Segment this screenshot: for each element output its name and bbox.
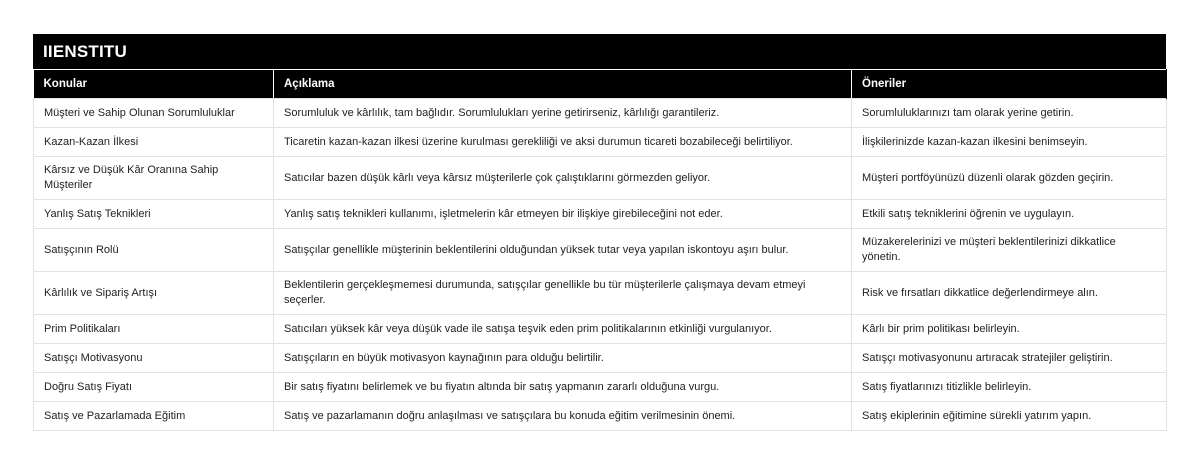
description-cell: Bir satış fiyatını belirlemek ve bu fiyatın altında bir satış yapmanın zararlı olduğuna vurgu.	[274, 373, 852, 402]
table-row	[34, 344, 1167, 373]
table-row	[34, 373, 1167, 402]
description-cell: Beklentilerin gerçekleşmemesi durumunda, satışçılar genellikle bu tür müşterilerle çalışmaya devam etmeyi seçerler.	[274, 272, 852, 315]
description-cell: Satıcılar bazen düşük kârlı veya kârsız müşterilerle çok çalıştıklarını görmezden geliyor.	[274, 157, 852, 200]
description-cell: Satışçılar genellikle müşterinin beklentilerini olduğundan yüksek tutar veya yapılan iskontoyu aşırı bulur.	[274, 229, 852, 272]
suggestion-cell: Satışçı motivasyonunu artıracak stratejiler geliştirin.	[852, 344, 1167, 373]
suggestion-cell: Satış fiyatlarınızı titizlikle belirleyin.	[852, 373, 1167, 402]
suggestion-cell: Kârlı bir prim politikası belirleyin.	[852, 315, 1167, 344]
table-row	[34, 99, 1167, 128]
suggestion-cell: Satış ekiplerinin eğitimine sürekli yatırım yapın.	[852, 402, 1167, 431]
topic-cell: Yanlış Satış Teknikleri	[34, 200, 274, 229]
table-row	[34, 402, 1167, 431]
suggestion-cell: Müzakerelerinizi ve müşteri beklentilerinizi dikkatlice yönetin.	[852, 229, 1167, 272]
topic-cell: Kazan-Kazan İlkesi	[34, 128, 274, 157]
topic-cell: Doğru Satış Fiyatı	[34, 373, 274, 402]
description-cell: Sorumluluk ve kârlılık, tam bağlıdır. Sorumlulukları yerine getirirseniz, kârlılığı garantileriz.	[274, 99, 852, 128]
suggestion-cell: İlişkilerinizde kazan-kazan ilkesini benimseyin.	[852, 128, 1167, 157]
table-header-row	[34, 70, 1167, 99]
suggestion-cell: Sorumluluklarınızı tam olarak yerine getirin.	[852, 99, 1167, 128]
description-cell: Yanlış satış teknikleri kullanımı, işletmelerin kâr etmeyen bir ilişkiye girebileceğini not eder.	[274, 200, 852, 229]
description-cell: Satış ve pazarlamanın doğru anlaşılması ve satışçılara bu konuda eğitim verilmesinin önemi.	[274, 402, 852, 431]
topics-table	[33, 69, 1167, 431]
description-cell: Ticaretin kazan-kazan ilkesi üzerine kurulması gerekliliği ve aksi durumun ticareti bozabileceği belirtiliyor.	[274, 128, 852, 157]
brand-logo-text: IIENSTITU	[43, 41, 127, 61]
suggestion-cell: Müşteri portföyünüzü düzenli olarak gözden geçirin.	[852, 157, 1167, 200]
table-row	[34, 229, 1167, 272]
topic-cell: Satışçı Motivasyonu	[34, 344, 274, 373]
topic-cell: Satışçının Rolü	[34, 229, 274, 272]
description-cell: Satışçıların en büyük motivasyon kaynağının para olduğu belirtilir.	[274, 344, 852, 373]
column-header-description: Açıklama	[274, 70, 852, 99]
topic-cell: Satış ve Pazarlamada Eğitim	[34, 402, 274, 431]
table-row	[34, 272, 1167, 315]
brand-header	[33, 34, 1166, 69]
topic-cell: Prim Politikaları	[34, 315, 274, 344]
column-header-topics: Konular	[34, 70, 274, 99]
topic-cell: Kârsız ve Düşük Kâr Oranına Sahip Müşteriler	[34, 157, 274, 200]
table-row	[34, 157, 1167, 200]
content-table-container	[33, 34, 1166, 431]
topic-cell: Kârlılık ve Sipariş Artışı	[34, 272, 274, 315]
table-row	[34, 128, 1167, 157]
column-header-suggestions: Öneriler	[852, 70, 1167, 99]
topic-cell: Müşteri ve Sahip Olunan Sorumluluklar	[34, 99, 274, 128]
suggestion-cell: Etkili satış tekniklerini öğrenin ve uygulayın.	[852, 200, 1167, 229]
suggestion-cell: Risk ve fırsatları dikkatlice değerlendirmeye alın.	[852, 272, 1167, 315]
description-cell: Satıcıları yüksek kâr veya düşük vade ile satışa teşvik eden prim politikalarının etkinliği vurgulanıyor.	[274, 315, 852, 344]
table-row	[34, 315, 1167, 344]
table-row	[34, 200, 1167, 229]
